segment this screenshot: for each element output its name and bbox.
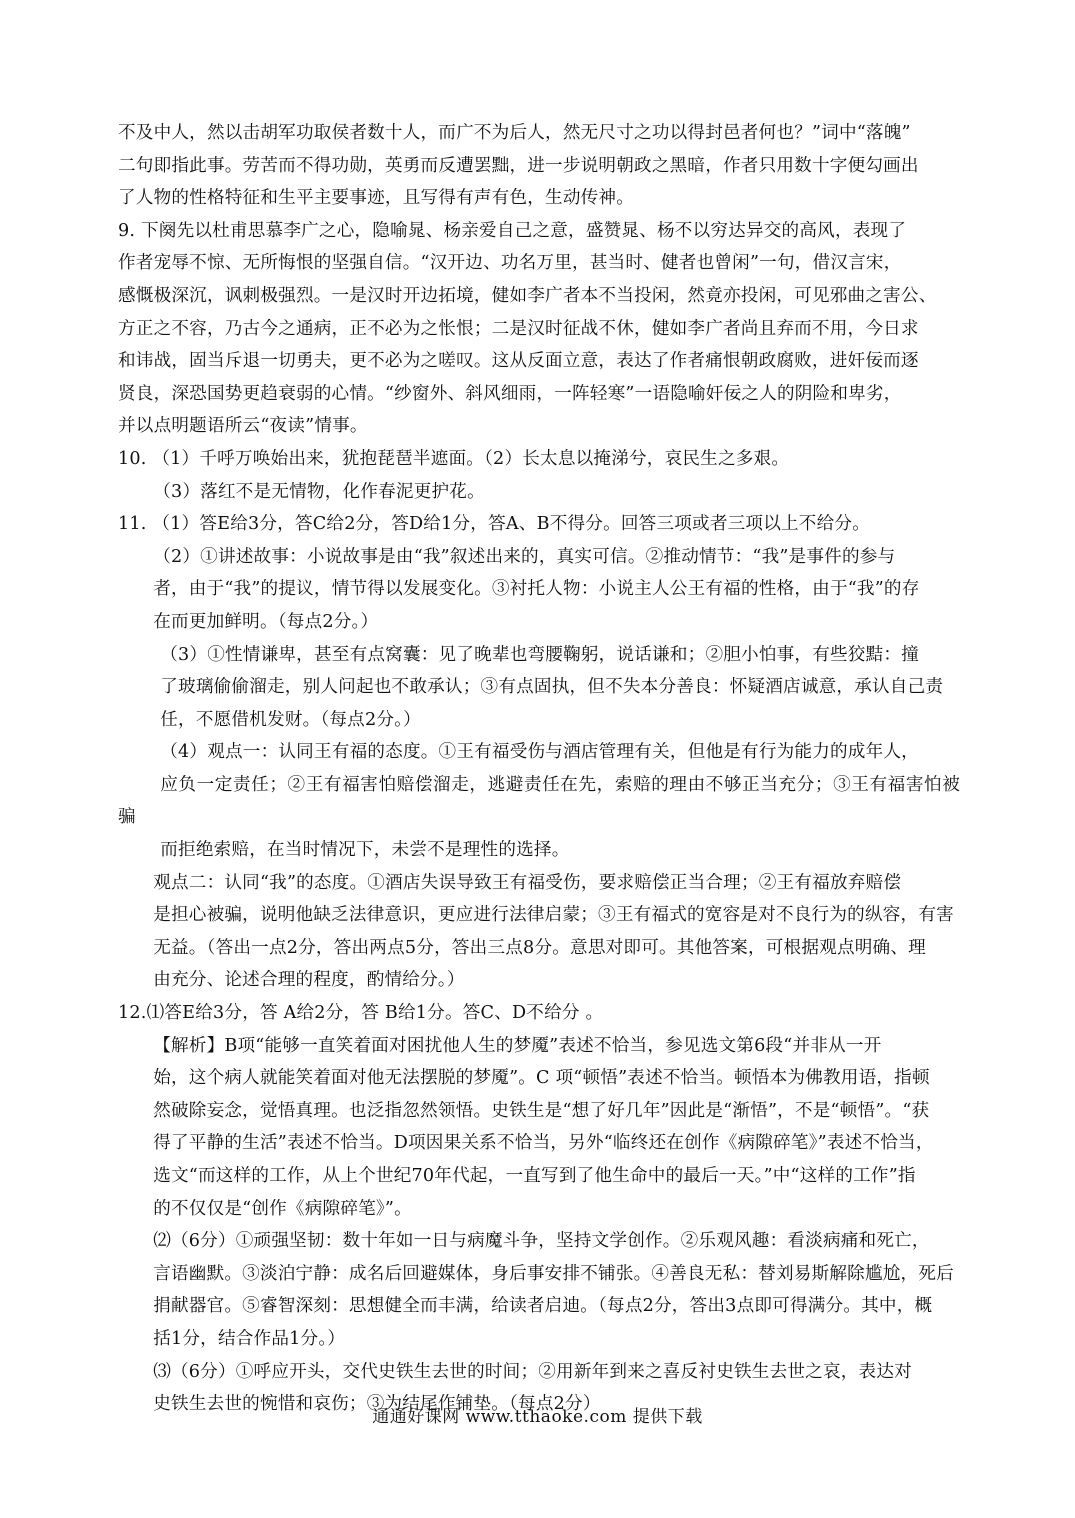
- text-line: 始，这个病人就能笑着面对他无法摆脱的梦魇”。C 项“顿悟”表述不恰当。顿悟本为佛教用语，指顿: [153, 1068, 930, 1089]
- text-line: 括1分，结合作品1分。）: [153, 1328, 346, 1349]
- paragraph: [118, 508, 960, 541]
- paragraph: [118, 867, 960, 997]
- text-line: 由充分、论述合理的程度，酌情给分。）: [153, 970, 465, 991]
- text-line: 捐献器官。⑤睿智深刻：思想健全而丰满，给读者启迪。（每点2分，答出3点即可得满分。其中，概: [153, 1296, 933, 1317]
- text-line: ⑵（6分）①顽强坚韧：数十年如一日与病魔斗争，坚持文学创作。②乐观风趣：看淡病痛和死亡，: [153, 1231, 930, 1252]
- text-line: （2）①讲述故事：小说故事是由“我”叙述出来的，真实可信。②推动情节：“我”是事件的参与: [153, 546, 896, 567]
- text-line: 和讳战，固当斥退一切勇夫，更不必为之嗟叹。这从反面立意，表达了作者痛恨朝政腐败，进奸佞而逐: [118, 351, 919, 372]
- text-line: 感慨极深沉，讽刺极强烈。一是汉时开边拓境，健如李广者本不当投闲，然竟亦投闲，可见邪曲之害公、: [118, 285, 937, 306]
- text-line: 方正之不容，乃古今之通病，正不必为之怅恨；二是汉时征战不休，健如李广者尚且弃而不用，今日求: [118, 318, 919, 339]
- text-line: 了玻璃偷偷溜走，别人问起也不敢承认；③有点固执，但不失本分善良：怀疑酒店诚意，承认自己责: [160, 677, 944, 698]
- text-line: （3）①性情谦卑，甚至有点窝囊：见了晚辈也弯腰鞠躬，说话谦和；②胆小怕事，有些狡黠：撞: [160, 644, 919, 665]
- text-line: 任，不愿借机发财。（每点2分。）: [160, 709, 421, 730]
- paragraph: [118, 117, 960, 215]
- paragraph: [118, 443, 960, 476]
- text-line: 者，由于“我”的提议，情节得以发展变化。③衬托人物：小说主人公王有福的性格，由于“我”的存: [153, 579, 920, 600]
- text-line: 的不仅仅是“创作《病隙碎笔》”。: [153, 1198, 412, 1219]
- text-line: 选文“而这样的工作，从上个世纪70年代起，一直写到了他生命中的最后一天。”中“这样的工作”指: [153, 1166, 916, 1186]
- text-line: 应负一定责任；②王有福害怕赔偿溜走，逃避责任在先，索赔的理由不够正当充分；③王有福害怕被骗: [118, 774, 960, 828]
- text-line: 10. （1）千呼万唤始出来，犹抱琵琶半遮面。（2）长太息以掩涕兮，哀民生之多艰。: [118, 448, 790, 469]
- paragraph: [118, 1030, 960, 1226]
- text-line: 12.⑴答E给3分，答 A给2分，答 B给1分。答C、D不给分 。: [118, 1003, 604, 1024]
- text-line: 史铁生去世的惋惜和哀伤；③为结尾作铺垫。（每点2分）: [153, 1394, 601, 1415]
- paragraph: [118, 215, 960, 443]
- text-line: 9. 下阕先以杜甫思慕李广之心，隐喻晁、杨亲爱自己之意，盛赞晁、杨不以穷达异交的高风，表现了: [118, 220, 907, 241]
- text-line: ⑶（6分）①呼应开头，交代史铁生去世的时间；②用新年到来之喜反衬史铁生去世之哀，表达对: [153, 1361, 912, 1382]
- paragraph: [118, 639, 960, 737]
- text-line: 贤良，深恐国势更趋衰弱的心情。“纱窗外、斜风细雨，一阵轻寒”一语隐喻奸佞之人的阴险和卑劣，: [118, 383, 902, 404]
- text-line: 得了平静的生活”表述不恰当。D项因果关系不恰当，另外“临终还在创作《病隙碎笔》”表述不恰当，: [153, 1133, 934, 1154]
- text-line: 作者宠辱不惊、无所悔恨的坚强自信。“汉开边、功名万里，甚当时、健者也曾闲”一句，借汉言宋，: [118, 253, 902, 274]
- paragraph: [118, 1225, 960, 1355]
- paragraph: [118, 541, 960, 639]
- text-line: 不及中人，然以击胡军功取侯者数十人，而广不为后人，然无尺寸之功以得封邑者何也？”词中“落魄”: [118, 123, 911, 143]
- paragraph: [118, 997, 960, 1030]
- text-line: （3）落红不是无情物，化作春泥更护花。: [153, 481, 485, 502]
- text-line: 观点二：认同“我”的态度。①酒店失误导致王有福受伤，要求赔偿正当合理；②王有福放弃赔偿: [153, 872, 902, 893]
- text-line: 并以点明题语所云“夜读”情事。: [118, 416, 368, 437]
- text-line: 11. （1）答E给3分，答C给2分，答D给1分，答A、B不得分。回答三项或者三项以上不给分。: [118, 514, 870, 535]
- text-line: 了人物的性格特征和生平主要事迹，且写得有声有色，生动传神。: [118, 188, 635, 209]
- text-line: 是担心被骗，说明他缺乏法律意识，更应进行法律启蒙；③王有福式的宽容是对不良行为的纵容，有害: [153, 905, 954, 926]
- text-line: 二句即指此事。劳苦而不得功勋，英勇而反遭罢黜，进一步说明朝政之黑暗，作者只用数十字便勾画出: [118, 155, 919, 176]
- text-line: 【解析】B项“能够一直笑着面对困扰他人生的梦魇”表述不恰当，参见选文第6段“并非从一开: [153, 1035, 882, 1056]
- text-line: 无益。（答出一点2分，答出两点5分，答出三点8分。意思对即可。其他答案，可根据观点明确、理: [153, 937, 926, 958]
- text-line: 而拒绝索赔，在当时情况下，未尝不是理性的选择。: [160, 840, 570, 861]
- text-line: 然破除妄念，觉悟真理。也泛指忽然领悟。史铁生是“想了好几年”因此是“渐悟”，不是“顿悟”。“获: [153, 1100, 930, 1121]
- text-line: 言语幽默。③淡泊宁静：成名后回避媒体，身后事安排不铺张。④善良无私：替刘易斯解除尴尬，死后: [153, 1263, 954, 1284]
- paragraph: [118, 476, 960, 509]
- paragraph: [118, 736, 960, 866]
- text-line: （4）观点一：认同王有福的态度。①王有福受伤与酒店管理有关，但他是有行为能力的成年人，: [160, 742, 919, 763]
- page-footer: 通通好课网 www.tthaoke.com 提供下载: [372, 1407, 703, 1427]
- text-line: 在而更加鲜明。（每点2分。）: [153, 611, 379, 632]
- answer-key-body: [118, 117, 960, 1421]
